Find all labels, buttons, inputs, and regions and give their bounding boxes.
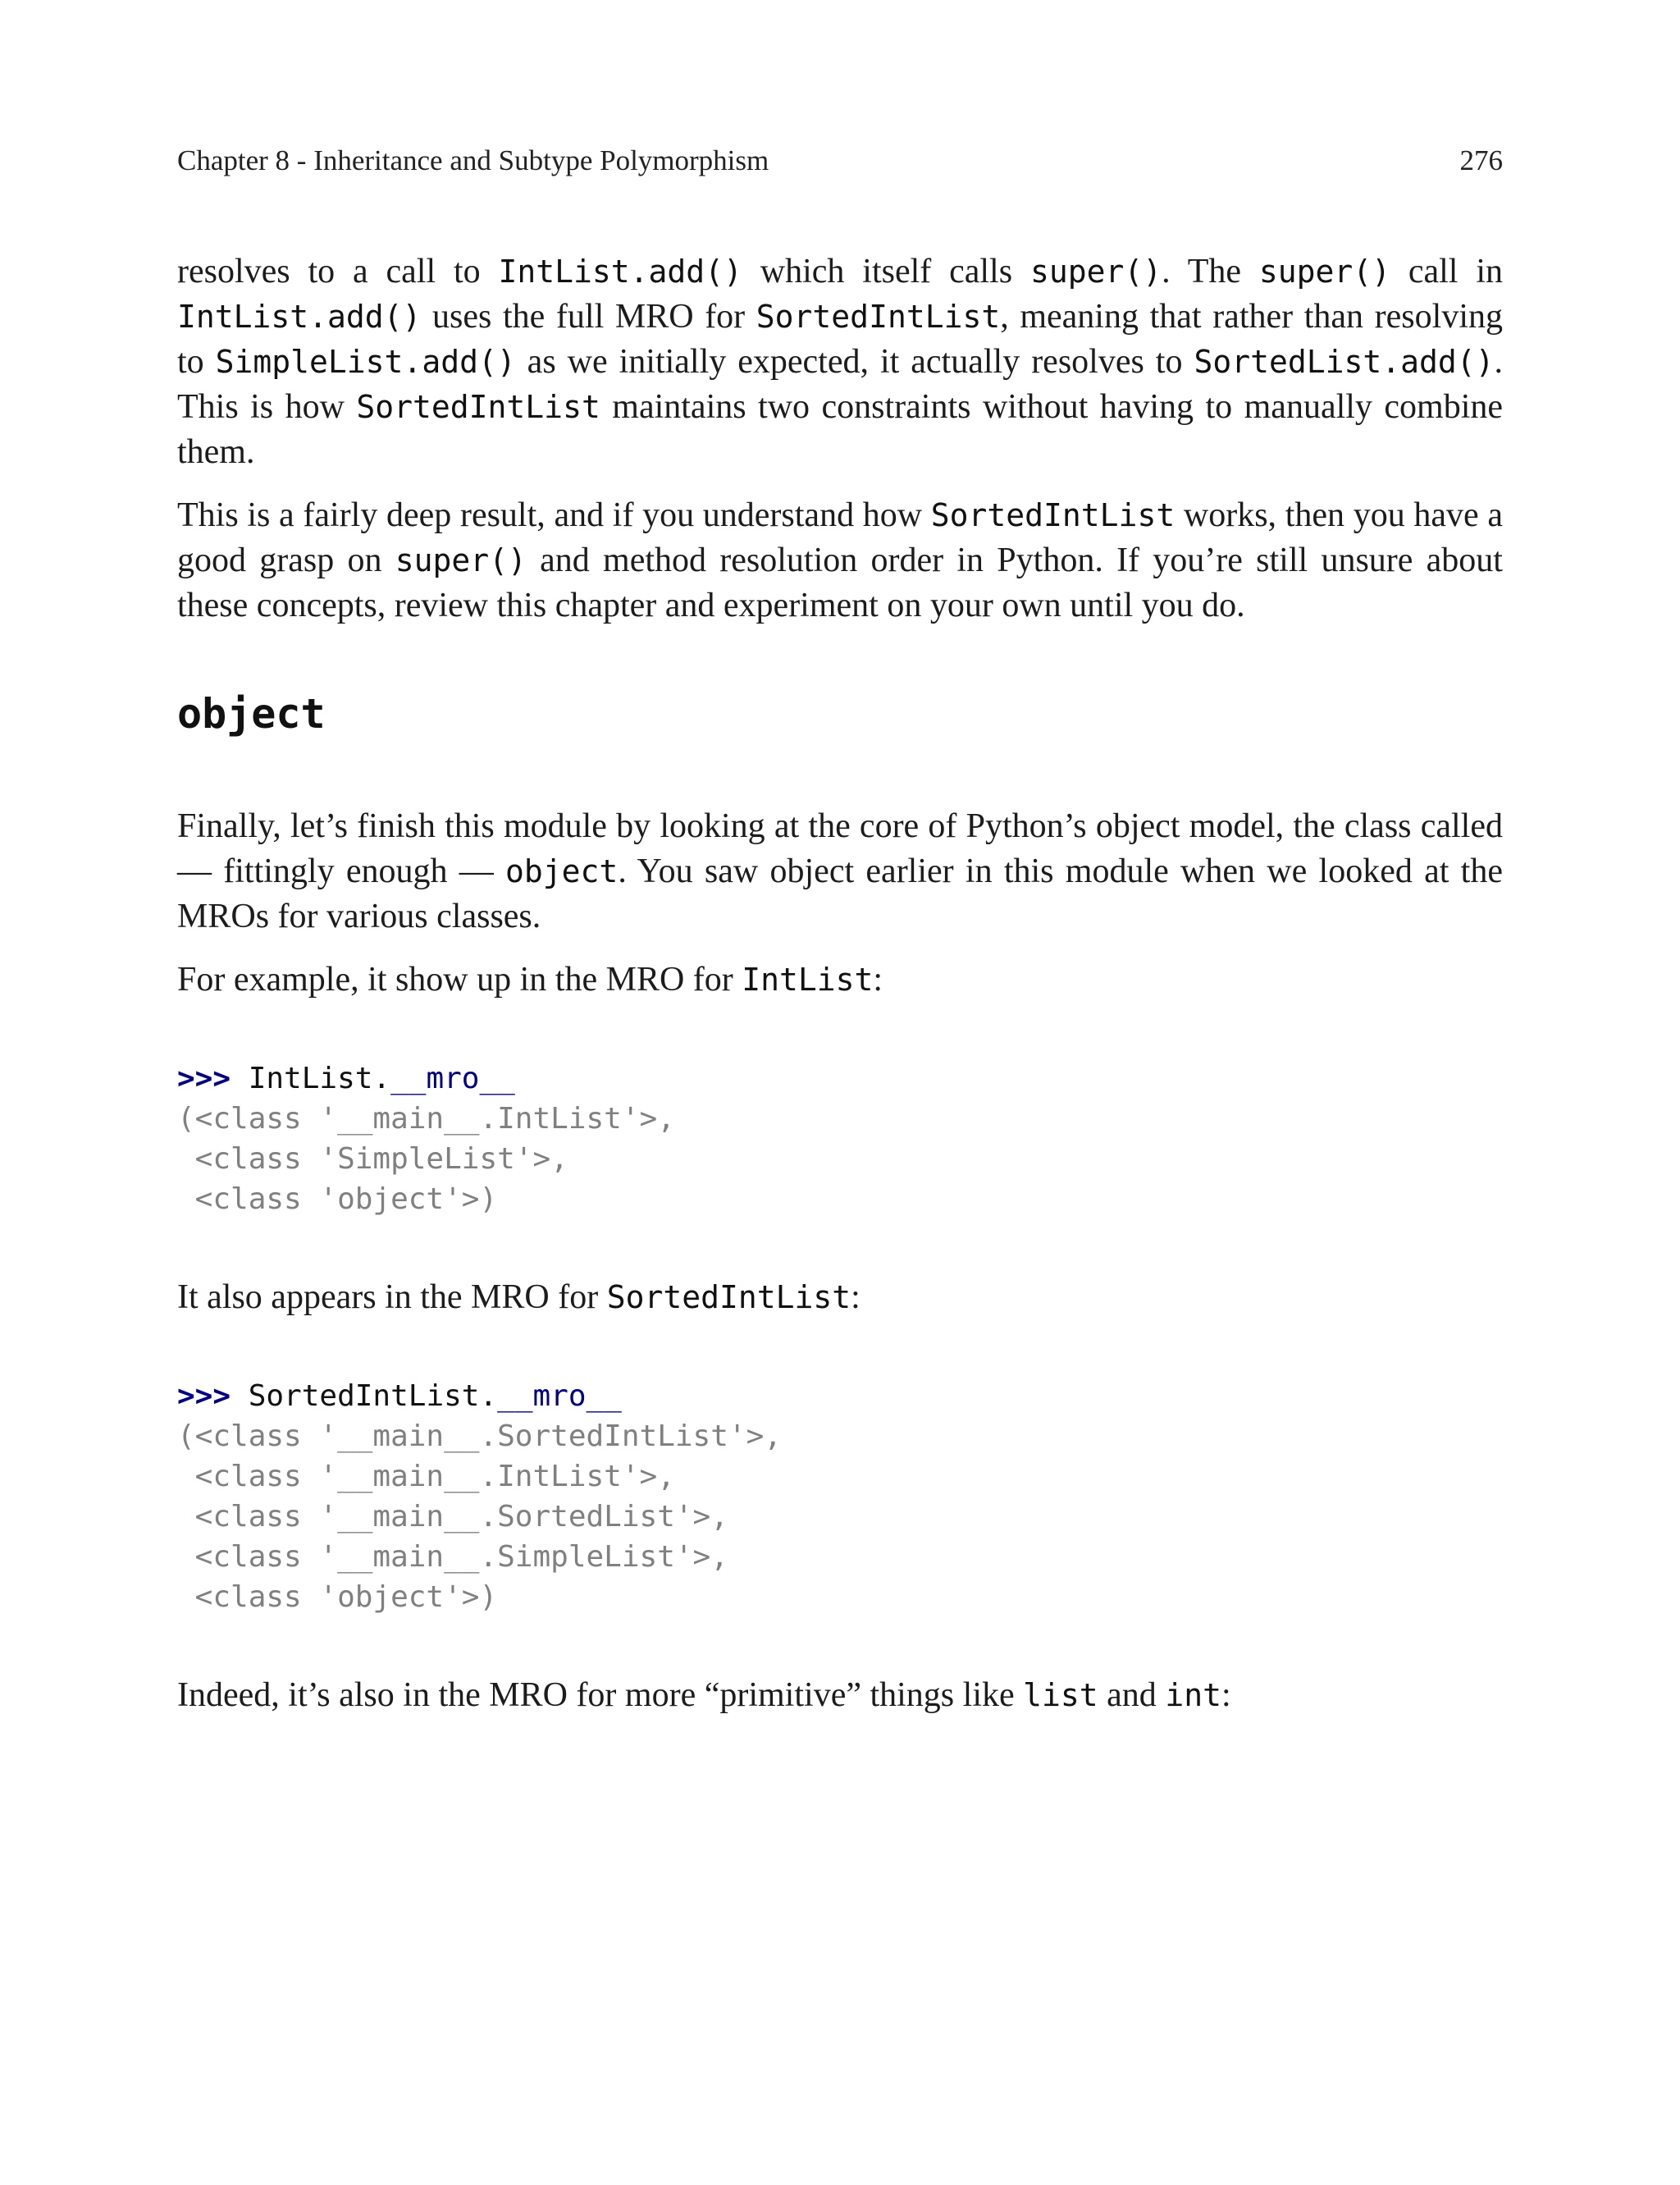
repl-command: IntList. (231, 1062, 391, 1095)
section-heading: object (177, 690, 326, 738)
repl-prompt: >>> (177, 1062, 231, 1095)
text: works, then you have a good grasp on (177, 496, 1504, 579)
code-block-intlist-mro (177, 1058, 1503, 1219)
text: and method resolution order in Python. If you’re still unsure about these concepts, review this chapter and experiment on your own until you do. (177, 542, 1503, 624)
paragraph-sortedintlist-example (177, 1275, 1503, 1320)
inline-code: object (505, 853, 619, 889)
repl-attribute: __mro__ (390, 1062, 515, 1095)
text: . The (1162, 253, 1259, 290)
inline-code: SortedList.add() (1194, 344, 1495, 380)
page-content (177, 249, 1503, 1736)
text: : (851, 1278, 861, 1316)
paragraph-primitive-types (177, 1673, 1503, 1718)
inline-code: SimpleList.add() (215, 344, 516, 380)
text: and (1098, 1676, 1166, 1714)
inline-code: super() (395, 542, 527, 578)
inline-code: SortedIntList (930, 497, 1176, 533)
text: resolves to a call to (177, 253, 499, 290)
text: , meaning that rather than resolving to (177, 298, 1503, 381)
text: . This is how (177, 343, 1503, 426)
text: This is a fairly deep result, and if you understand how (177, 496, 931, 534)
page-number: 276 (1459, 144, 1503, 176)
repl-output: (<class '__main__.SortedIntList'>, <class '__main__.IntList'>, <class '__main__.SortedList'>, <class '__main__.SimpleList'>, <class 'object'>) (177, 1419, 782, 1614)
text: maintains two constraints without having to manually combine them. (177, 388, 1504, 471)
inline-code: SortedIntList (756, 299, 1001, 335)
text: which itself calls (742, 253, 1030, 290)
paragraph-intlist-example (177, 958, 1503, 1003)
text: : (1221, 1676, 1231, 1714)
inline-code: SortedIntList (606, 1279, 851, 1315)
repl-command: SortedIntList. (231, 1379, 498, 1413)
repl-attribute: __mro__ (497, 1379, 622, 1413)
text: uses the full MRO for (421, 298, 756, 336)
text: Finally, let’s finish this module by looking at the core of Python’s object model, the class called — fittingly enough — (177, 807, 1503, 890)
text: call in (1390, 253, 1503, 290)
text: : (873, 961, 883, 999)
page-header (177, 144, 1503, 185)
inline-code: list (1023, 1677, 1098, 1713)
paragraph-object-intro (177, 804, 1503, 939)
chapter-title: Chapter 8 - Inheritance and Subtype Polymorphism (177, 144, 769, 176)
repl-prompt: >>> (177, 1379, 231, 1413)
text: as we initially expected, it actually resolves to (515, 343, 1194, 381)
repl-output: (<class '__main__.IntList'>, <class 'SimpleList'>, <class 'object'>) (177, 1102, 675, 1216)
inline-code: IntList.add() (498, 254, 742, 290)
code-block-sortedintlist-mro (177, 1376, 1503, 1617)
paragraph-deep-result (177, 493, 1503, 629)
text: It also appears in the MRO for (177, 1278, 607, 1316)
text: . You saw object earlier in this module when we looked at the MROs for various classes. (177, 853, 1503, 935)
paragraph-mro-resolution (177, 249, 1503, 475)
inline-code: int (1165, 1677, 1221, 1713)
inline-code: IntList.add() (177, 299, 422, 335)
text: For example, it show up in the MRO for (177, 961, 742, 999)
inline-code: SortedIntList (356, 389, 600, 425)
inline-code: super() (1029, 254, 1162, 290)
inline-code: super() (1258, 254, 1390, 290)
text: Indeed, it’s also in the MRO for more “primitive” things like (177, 1676, 1024, 1714)
inline-code: IntList (742, 962, 874, 998)
